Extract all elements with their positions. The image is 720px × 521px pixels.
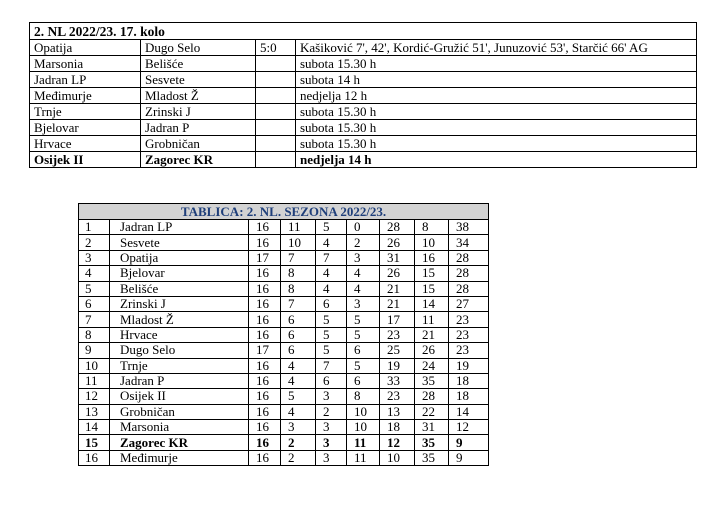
standings-played: 16 bbox=[249, 296, 281, 311]
standings-goals-for: 26 bbox=[380, 266, 415, 281]
standings-position: 2 bbox=[79, 235, 110, 250]
standings-goals-against: 15 bbox=[415, 281, 449, 296]
standings-goals-for: 21 bbox=[380, 296, 415, 311]
standings-position: 13 bbox=[79, 404, 110, 419]
standings-draws: 2 bbox=[316, 404, 347, 419]
fixture-away-team: Belišće bbox=[141, 56, 256, 72]
standings-goals-against: 31 bbox=[415, 420, 449, 435]
standings-wins: 4 bbox=[281, 404, 316, 419]
fixture-info: nedjelja 14 h bbox=[296, 152, 697, 168]
standings-played: 16 bbox=[249, 312, 281, 327]
standings-row bbox=[79, 250, 489, 265]
standings-position: 11 bbox=[79, 373, 110, 388]
standings-goals-for: 33 bbox=[380, 373, 415, 388]
standings-goals-for: 10 bbox=[380, 450, 415, 465]
fixture-home-team: Osijek II bbox=[30, 152, 141, 168]
standings-goals-for: 21 bbox=[380, 281, 415, 296]
standings-draws: 3 bbox=[316, 389, 347, 404]
standings-goals-against: 26 bbox=[415, 343, 449, 358]
standings-draws: 3 bbox=[316, 435, 347, 450]
standings-points: 18 bbox=[449, 389, 489, 404]
standings-draws: 6 bbox=[316, 373, 347, 388]
fixture-info: nedjelja 12 h bbox=[296, 88, 697, 104]
standings-played: 16 bbox=[249, 435, 281, 450]
standings-goals-for: 23 bbox=[380, 327, 415, 342]
standings-team: Osijek II bbox=[110, 389, 249, 404]
standings-played: 16 bbox=[249, 389, 281, 404]
standings-row bbox=[79, 435, 489, 450]
standings-goals-against: 14 bbox=[415, 296, 449, 311]
standings-goals-against: 35 bbox=[415, 435, 449, 450]
standings-row bbox=[79, 220, 489, 235]
fixture-score bbox=[256, 120, 296, 136]
standings-goals-for: 31 bbox=[380, 250, 415, 265]
standings-wins: 6 bbox=[281, 312, 316, 327]
standings-wins: 5 bbox=[281, 389, 316, 404]
standings-title-row bbox=[79, 204, 489, 220]
standings-losses: 5 bbox=[347, 312, 380, 327]
standings-goals-against: 8 bbox=[415, 220, 449, 235]
standings-goals-against: 22 bbox=[415, 404, 449, 419]
standings-team: Jadran LP bbox=[110, 220, 249, 235]
standings-wins: 8 bbox=[281, 281, 316, 296]
standings-row bbox=[79, 296, 489, 311]
fixture-home-team: Međimurje bbox=[30, 88, 141, 104]
standings-points: 23 bbox=[449, 327, 489, 342]
standings-points: 28 bbox=[449, 250, 489, 265]
fixture-score bbox=[256, 104, 296, 120]
standings-wins: 2 bbox=[281, 435, 316, 450]
fixture-row bbox=[30, 56, 697, 72]
fixture-info: subota 15.30 h bbox=[296, 104, 697, 120]
standings-played: 16 bbox=[249, 281, 281, 296]
standings-draws: 3 bbox=[316, 450, 347, 465]
standings-draws: 3 bbox=[316, 420, 347, 435]
standings-wins: 6 bbox=[281, 343, 316, 358]
standings-played: 17 bbox=[249, 343, 281, 358]
standings-played: 16 bbox=[249, 220, 281, 235]
standings-wins: 3 bbox=[281, 420, 316, 435]
standings-goals-against: 28 bbox=[415, 389, 449, 404]
standings-points: 38 bbox=[449, 220, 489, 235]
standings-row bbox=[79, 235, 489, 250]
standings-position: 10 bbox=[79, 358, 110, 373]
standings-goals-for: 23 bbox=[380, 389, 415, 404]
fixture-away-team: Dugo Selo bbox=[141, 40, 256, 56]
standings-draws: 5 bbox=[316, 312, 347, 327]
standings-goals-against: 21 bbox=[415, 327, 449, 342]
standings-row bbox=[79, 281, 489, 296]
fixtures-title-row bbox=[30, 23, 697, 40]
fixture-row bbox=[30, 120, 697, 136]
standings-position: 5 bbox=[79, 281, 110, 296]
standings-row bbox=[79, 343, 489, 358]
standings-played: 16 bbox=[249, 358, 281, 373]
standings-team: Hrvace bbox=[110, 327, 249, 342]
standings-goals-against: 11 bbox=[415, 312, 449, 327]
standings-goals-for: 17 bbox=[380, 312, 415, 327]
standings-draws: 4 bbox=[316, 281, 347, 296]
standings-title: TABLICA: 2. NL. SEZONA 2022/23. bbox=[79, 204, 489, 220]
fixture-away-team: Mladost Ž bbox=[141, 88, 256, 104]
standings-points: 34 bbox=[449, 235, 489, 250]
standings-position: 14 bbox=[79, 420, 110, 435]
standings-goals-for: 19 bbox=[380, 358, 415, 373]
standings-row bbox=[79, 373, 489, 388]
standings-points: 28 bbox=[449, 281, 489, 296]
standings-losses: 10 bbox=[347, 404, 380, 419]
standings-points: 19 bbox=[449, 358, 489, 373]
standings-wins: 8 bbox=[281, 266, 316, 281]
standings-played: 17 bbox=[249, 250, 281, 265]
standings-losses: 0 bbox=[347, 220, 380, 235]
standings-points: 23 bbox=[449, 343, 489, 358]
fixture-info: subota 14 h bbox=[296, 72, 697, 88]
fixtures-title: 2. NL 2022/23. 17. kolo bbox=[30, 23, 697, 40]
fixture-score bbox=[256, 72, 296, 88]
standings-points: 28 bbox=[449, 266, 489, 281]
standings-losses: 11 bbox=[347, 450, 380, 465]
standings-draws: 4 bbox=[316, 235, 347, 250]
standings-row bbox=[79, 266, 489, 281]
standings-played: 16 bbox=[249, 235, 281, 250]
standings-losses: 3 bbox=[347, 250, 380, 265]
fixture-home-team: Hrvace bbox=[30, 136, 141, 152]
standings-played: 16 bbox=[249, 420, 281, 435]
standings-draws: 7 bbox=[316, 250, 347, 265]
standings-goals-against: 24 bbox=[415, 358, 449, 373]
fixture-home-team: Opatija bbox=[30, 40, 141, 56]
standings-losses: 3 bbox=[347, 296, 380, 311]
standings-points: 9 bbox=[449, 435, 489, 450]
standings-team: Zagorec KR bbox=[110, 435, 249, 450]
fixture-info: subota 15.30 h bbox=[296, 120, 697, 136]
standings-position: 9 bbox=[79, 343, 110, 358]
standings-played: 16 bbox=[249, 266, 281, 281]
standings-position: 15 bbox=[79, 435, 110, 450]
standings-played: 16 bbox=[249, 327, 281, 342]
standings-wins: 4 bbox=[281, 358, 316, 373]
standings-row bbox=[79, 327, 489, 342]
standings-row bbox=[79, 404, 489, 419]
fixture-row bbox=[30, 152, 697, 168]
standings-row bbox=[79, 358, 489, 373]
standings-points: 9 bbox=[449, 450, 489, 465]
standings-goals-for: 12 bbox=[380, 435, 415, 450]
standings-position: 3 bbox=[79, 250, 110, 265]
standings-points: 23 bbox=[449, 312, 489, 327]
fixture-score: 5:0 bbox=[256, 40, 296, 56]
standings-team: Trnje bbox=[110, 358, 249, 373]
standings-team: Zrinski J bbox=[110, 296, 249, 311]
standings-position: 8 bbox=[79, 327, 110, 342]
fixture-home-team: Trnje bbox=[30, 104, 141, 120]
fixture-row bbox=[30, 88, 697, 104]
standings-team: Belišće bbox=[110, 281, 249, 296]
standings-losses: 6 bbox=[347, 343, 380, 358]
fixture-home-team: Jadran LP bbox=[30, 72, 141, 88]
standings-draws: 4 bbox=[316, 266, 347, 281]
standings-draws: 5 bbox=[316, 327, 347, 342]
standings-goals-for: 18 bbox=[380, 420, 415, 435]
standings-row bbox=[79, 389, 489, 404]
standings-draws: 7 bbox=[316, 358, 347, 373]
standings-draws: 5 bbox=[316, 220, 347, 235]
standings-position: 16 bbox=[79, 450, 110, 465]
standings-draws: 6 bbox=[316, 296, 347, 311]
standings-team: Bjelovar bbox=[110, 266, 249, 281]
standings-wins: 4 bbox=[281, 373, 316, 388]
fixture-row bbox=[30, 40, 697, 56]
standings-goals-against: 35 bbox=[415, 373, 449, 388]
standings-row bbox=[79, 420, 489, 435]
standings-team: Jadran P bbox=[110, 373, 249, 388]
standings-played: 16 bbox=[249, 373, 281, 388]
fixture-info: subota 15.30 h bbox=[296, 136, 697, 152]
standings-goals-for: 26 bbox=[380, 235, 415, 250]
standings-played: 16 bbox=[249, 450, 281, 465]
fixture-away-team: Sesvete bbox=[141, 72, 256, 88]
fixture-away-team: Zagorec KR bbox=[141, 152, 256, 168]
standings-wins: 7 bbox=[281, 296, 316, 311]
standings-points: 12 bbox=[449, 420, 489, 435]
standings-points: 14 bbox=[449, 404, 489, 419]
fixture-info: subota 15.30 h bbox=[296, 56, 697, 72]
standings-goals-for: 13 bbox=[380, 404, 415, 419]
standings-losses: 5 bbox=[347, 358, 380, 373]
standings-wins: 11 bbox=[281, 220, 316, 235]
standings-losses: 6 bbox=[347, 373, 380, 388]
standings-goals-against: 16 bbox=[415, 250, 449, 265]
standings-points: 27 bbox=[449, 296, 489, 311]
standings-wins: 10 bbox=[281, 235, 316, 250]
standings-team: Grobničan bbox=[110, 404, 249, 419]
fixture-away-team: Grobničan bbox=[141, 136, 256, 152]
standings-position: 1 bbox=[79, 220, 110, 235]
standings-position: 7 bbox=[79, 312, 110, 327]
standings-wins: 2 bbox=[281, 450, 316, 465]
standings-team: Dugo Selo bbox=[110, 343, 249, 358]
fixture-row bbox=[30, 136, 697, 152]
standings-wins: 6 bbox=[281, 327, 316, 342]
standings-goals-against: 15 bbox=[415, 266, 449, 281]
standings-losses: 2 bbox=[347, 235, 380, 250]
fixture-score bbox=[256, 152, 296, 168]
standings-goals-against: 10 bbox=[415, 235, 449, 250]
standings-position: 6 bbox=[79, 296, 110, 311]
fixture-home-team: Bjelovar bbox=[30, 120, 141, 136]
standings-row bbox=[79, 450, 489, 465]
fixture-score bbox=[256, 88, 296, 104]
standings-goals-against: 35 bbox=[415, 450, 449, 465]
standings-team: Međimurje bbox=[110, 450, 249, 465]
standings-goals-for: 28 bbox=[380, 220, 415, 235]
standings-points: 18 bbox=[449, 373, 489, 388]
standings-losses: 5 bbox=[347, 327, 380, 342]
standings-losses: 4 bbox=[347, 266, 380, 281]
standings-table bbox=[78, 203, 489, 466]
standings-losses: 4 bbox=[347, 281, 380, 296]
standings-draws: 5 bbox=[316, 343, 347, 358]
standings-team: Marsonia bbox=[110, 420, 249, 435]
fixture-row bbox=[30, 72, 697, 88]
fixture-away-team: Zrinski J bbox=[141, 104, 256, 120]
fixture-score bbox=[256, 136, 296, 152]
fixture-info: Kašiković 7', 42', Kordić-Gružić 51', Junuzović 53', Starčić 66' AG bbox=[296, 40, 697, 56]
fixtures-table bbox=[29, 22, 697, 168]
fixture-away-team: Jadran P bbox=[141, 120, 256, 136]
standings-played: 16 bbox=[249, 404, 281, 419]
standings-row bbox=[79, 312, 489, 327]
standings-team: Opatija bbox=[110, 250, 249, 265]
fixture-home-team: Marsonia bbox=[30, 56, 141, 72]
standings-losses: 8 bbox=[347, 389, 380, 404]
fixture-score bbox=[256, 56, 296, 72]
standings-losses: 11 bbox=[347, 435, 380, 450]
standings-wins: 7 bbox=[281, 250, 316, 265]
standings-position: 12 bbox=[79, 389, 110, 404]
standings-goals-for: 25 bbox=[380, 343, 415, 358]
standings-position: 4 bbox=[79, 266, 110, 281]
standings-losses: 10 bbox=[347, 420, 380, 435]
standings-team: Sesvete bbox=[110, 235, 249, 250]
standings-team: Mladost Ž bbox=[110, 312, 249, 327]
fixture-row bbox=[30, 104, 697, 120]
